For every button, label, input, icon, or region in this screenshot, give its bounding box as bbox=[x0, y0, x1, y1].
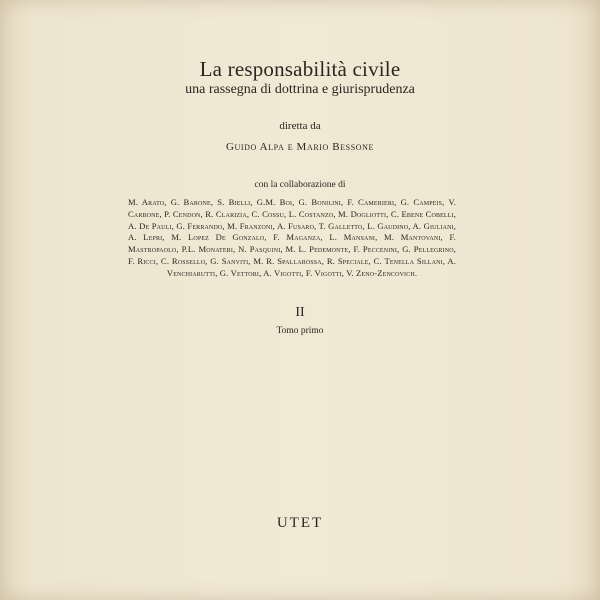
book-title: La responsabilità civile bbox=[199, 57, 401, 81]
directed-by-label: diretta da bbox=[279, 120, 321, 132]
editors: Guido Alpa e Mario Bessone bbox=[225, 141, 375, 153]
contributors-list: M. Arato, G. Barone, S. Bielli, G.M. Boi, G. Bonilini, F. Camerieri, G. Campeis, V. Carbone, P. Cendon, R. Clarizia, C. Cossu, L. Costanzo, M. Dogliotti, C. Ebene Cobelli, A. De Pauli, G. Ferrando, M. Franzoni, A. Fusaro, T. Galletto, L. Gaudino, A. Giuliani, A. Lepri, M. Lopez De Gonzalo, F. Maganza, L. Mansani, M. Mantovani, F. Mastropaolo, P.L. Monateri, N. Pasquini, M. L. Pedemonte, F. Peccenini, G. Pellegrino, F. Ricci, C. Rossello, G. Sanviti, M. R. Spallarossa, R. Speciale, C. Tenella Sillani, A. Venchiarutti, G. Vettori, A. Vigotti, F. Vigotti, V. Zeno-Zencovich. bbox=[128, 197, 456, 278]
book-subtitle: una rassegna di dottrina e giurisprudenza bbox=[185, 82, 415, 97]
publisher: UTET bbox=[276, 515, 324, 531]
volume-number: II bbox=[295, 305, 305, 320]
collaboration-label: con la collaborazione di bbox=[254, 180, 346, 190]
tome-label: Tomo primo bbox=[276, 326, 324, 336]
